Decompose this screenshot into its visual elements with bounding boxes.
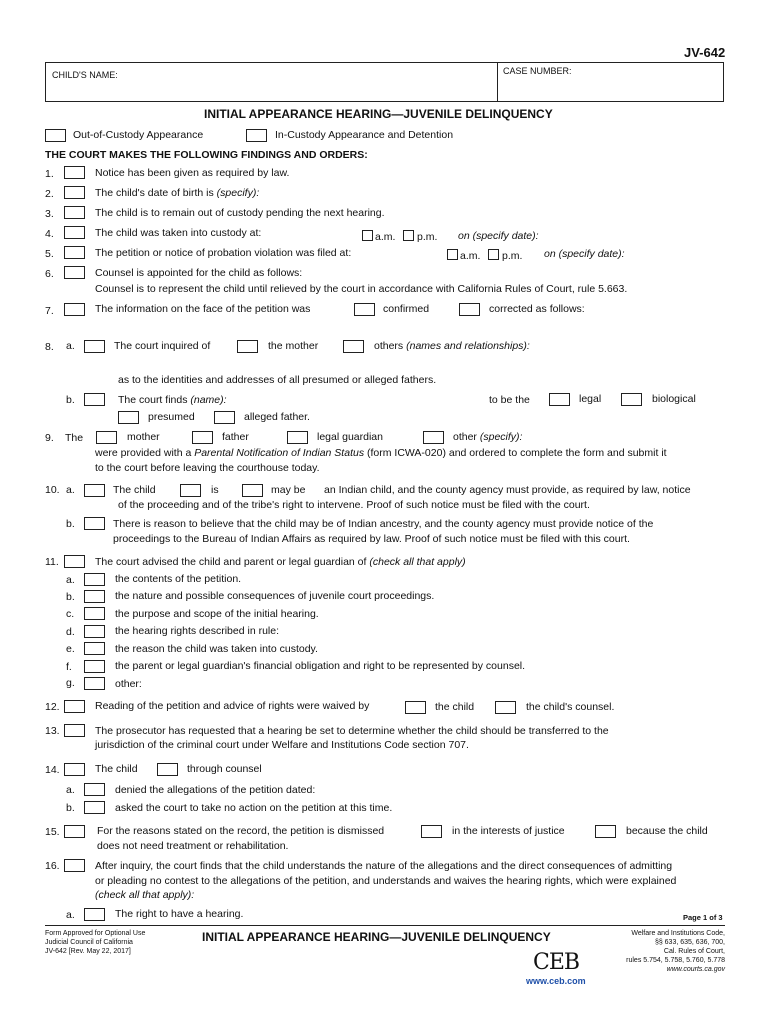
childs-counsel-label: the child's counsel.	[526, 701, 615, 713]
because-child-label: because the child	[626, 825, 708, 837]
waived-child-checkbox[interactable]	[405, 701, 426, 714]
item6-line2: Counsel is to represent the child until relieved by the court in accordance with California Rules of Court, rule 5.663.	[95, 283, 628, 295]
ceb-logo: CEB	[533, 950, 580, 975]
item8-identities: as to the identities and addresses of all presumed or alleged fathers.	[118, 374, 437, 386]
item16-line3: (check all that apply):	[95, 889, 195, 901]
item-number: 9.	[45, 432, 54, 444]
item9-father-checkbox[interactable]	[192, 431, 213, 444]
item10b-line1: There is reason to believe that the child may be of Indian ancestry, and the county agency must provide notice of the	[113, 518, 654, 530]
footer-left-line3: JV-642 [Rev. May 22, 2017]	[45, 948, 131, 955]
item-number: 3.	[45, 208, 54, 220]
footer-title: INITIAL APPEARANCE HEARING—JUVENILE DELINQUENCY	[202, 930, 551, 944]
footer-right-line4: rules 5.754, 5.758, 5.760, 5.778	[626, 957, 725, 964]
because-child-checkbox[interactable]	[595, 825, 616, 838]
presumed-label: presumed	[148, 411, 195, 423]
footer-left-line2: Judicial Council of California	[45, 939, 133, 946]
item10a-child: The child	[113, 484, 156, 496]
pm-label: p.m.	[502, 250, 523, 262]
item10a-rest: an Indian child, and the county agency must provide, as required by law, notice	[324, 484, 691, 496]
subitem-letter: b.	[66, 518, 75, 530]
out-of-custody-checkbox[interactable]	[45, 129, 66, 142]
item8a-checkbox[interactable]	[84, 340, 105, 353]
mother-inquiry-checkbox[interactable]	[237, 340, 258, 353]
biological-checkbox[interactable]	[621, 393, 642, 406]
item11e-checkbox[interactable]	[84, 642, 105, 655]
the-child-label: the child	[435, 701, 475, 713]
interests-justice-checkbox[interactable]	[421, 825, 442, 838]
footer-left-line1: Form Approved for Optional Use	[45, 930, 146, 937]
subitem-letter: a.	[66, 909, 75, 921]
item15-text: For the reasons stated on the record, the petition is dismissed	[97, 825, 385, 837]
item16a-checkbox[interactable]	[84, 908, 105, 921]
am-label: a.m.	[460, 250, 481, 262]
is-checkbox[interactable]	[180, 484, 201, 497]
item11f-checkbox[interactable]	[84, 660, 105, 673]
item11d-text: the hearing rights described in rule:	[115, 625, 280, 637]
item5-am-checkbox[interactable]	[447, 249, 458, 260]
header-divider	[497, 62, 498, 102]
form-title: INITIAL APPEARANCE HEARING—JUVENILE DELINQUENCY	[204, 107, 553, 121]
item12-checkbox[interactable]	[64, 700, 85, 713]
am-label: a.m.	[375, 231, 396, 243]
item-number: 4.	[45, 228, 54, 240]
to-be-the-label: to be the	[489, 394, 530, 406]
in-custody-checkbox[interactable]	[246, 129, 267, 142]
item9-the: The	[65, 432, 84, 444]
subitem-letter: f.	[66, 661, 72, 673]
item10b-checkbox[interactable]	[84, 517, 105, 530]
item-number: 6.	[45, 268, 54, 280]
item9-line2: were provided with a Parental Notification of Indian Status (form ICWA-020) and ordered to complete the form and submit it	[95, 447, 667, 459]
alleged-father-label: alleged father.	[244, 411, 310, 423]
item11g-checkbox[interactable]	[84, 677, 105, 690]
item-number: 8.	[45, 341, 54, 353]
item14b-checkbox[interactable]	[84, 801, 105, 814]
footer-rule	[45, 925, 725, 926]
confirmed-checkbox[interactable]	[354, 303, 375, 316]
item8b-checkbox[interactable]	[84, 393, 105, 406]
item9-mother-checkbox[interactable]	[96, 431, 117, 444]
subitem-letter: a.	[66, 784, 75, 796]
subitem-letter: e.	[66, 643, 75, 655]
item-number: 1.	[45, 168, 54, 180]
subitem-letter: c.	[66, 608, 75, 620]
item5-pm-checkbox[interactable]	[488, 249, 499, 260]
item1-checkbox[interactable]	[64, 166, 85, 179]
childs-name-label: CHILD'S NAME:	[52, 70, 118, 80]
through-counsel-checkbox[interactable]	[157, 763, 178, 776]
subitem-letter: d.	[66, 626, 75, 638]
item16-line2: or pleading no contest to the allegations of the petition, and understands and waives the hearing rights, which were explained	[95, 875, 677, 887]
item11d-checkbox[interactable]	[84, 625, 105, 638]
item2-text: The child's date of birth is (specify):	[95, 187, 260, 199]
interests-justice-label: in the interests of justice	[452, 825, 565, 837]
item15-checkbox[interactable]	[64, 825, 85, 838]
item16a-text: The right to have a hearing.	[115, 908, 244, 920]
item11a-text: the contents of the petition.	[115, 573, 242, 585]
item11b-text: the nature and possible consequences of juvenile court proceedings.	[115, 590, 435, 602]
biological-label: biological	[652, 393, 696, 405]
item12-text: Reading of the petition and advice of rights were waived by	[95, 700, 370, 712]
childs-name-field[interactable]	[48, 80, 493, 99]
other-label: other (specify):	[453, 431, 523, 443]
subitem-letter: b.	[66, 802, 75, 814]
subitem-letter: a.	[66, 484, 75, 496]
item1-text: Notice has been given as required by law.	[95, 167, 290, 179]
footer-right-line5: www.courts.ca.gov	[666, 966, 725, 973]
subitem-letter: b.	[66, 591, 75, 603]
specify-label: (specify):	[216, 187, 260, 199]
corrected-label: corrected as follows:	[489, 303, 585, 315]
ceb-url-link[interactable]: www.ceb.com	[526, 976, 586, 986]
pm-label: p.m.	[417, 231, 438, 243]
father-label: father	[222, 431, 249, 443]
form-id: JV-642	[684, 45, 726, 60]
item10b-line2: proceedings to the Bureau of Indian Affairs as required by law. Proof of such notice must be filed with this court.	[113, 533, 630, 545]
the-mother-label: the mother	[268, 340, 319, 352]
findings-heading: THE COURT MAKES THE FOLLOWING FINDINGS AND ORDERS:	[45, 149, 368, 161]
may-be-checkbox[interactable]	[242, 484, 263, 497]
item11b-checkbox[interactable]	[84, 590, 105, 603]
item-number: 2.	[45, 188, 54, 200]
item6-checkbox[interactable]	[64, 266, 85, 279]
item7-checkbox[interactable]	[64, 303, 85, 316]
item4-checkbox[interactable]	[64, 226, 85, 239]
item14a-checkbox[interactable]	[84, 783, 105, 796]
item13-checkbox[interactable]	[64, 724, 85, 737]
item4-am-checkbox[interactable]	[362, 230, 373, 241]
item-number: 12.	[45, 701, 60, 713]
item8a-text: The court inquired of	[114, 340, 211, 352]
subitem-letter: a.	[66, 340, 75, 352]
confirmed-label: confirmed	[383, 303, 430, 315]
page-number: Page 1 of 3	[683, 913, 723, 922]
case-number-field[interactable]	[500, 78, 721, 99]
item9-legal-guardian-checkbox[interactable]	[287, 431, 308, 444]
legal-checkbox[interactable]	[549, 393, 570, 406]
item14b-text: asked the court to take no action on the petition at this time.	[115, 802, 393, 814]
footer-right-line1: Welfare and Institutions Code,	[631, 930, 725, 937]
item16-checkbox[interactable]	[64, 859, 85, 872]
out-of-custody-label: Out-of-Custody Appearance	[73, 129, 204, 141]
on-specify-date-label: on (specify date):	[458, 230, 539, 242]
item14-child: The child	[95, 763, 138, 775]
item5-checkbox[interactable]	[64, 246, 85, 259]
item11c-text: the purpose and scope of the initial hearing.	[115, 608, 319, 620]
item6-line1: Counsel is appointed for the child as follows:	[95, 267, 303, 279]
item14-checkbox[interactable]	[64, 763, 85, 776]
may-be-label: may be	[271, 484, 306, 496]
item-number: 10.	[45, 484, 60, 496]
item5-text: The petition or notice of probation violation was filed at:	[95, 247, 352, 259]
item11f-text: the parent or legal guardian's financial obligation and right to be represented by counsel.	[115, 660, 526, 672]
mother-label: mother	[127, 431, 160, 443]
on-specify-date-label: on (specify date):	[544, 248, 625, 260]
item11c-checkbox[interactable]	[84, 607, 105, 620]
footer-right-line3: Cal. Rules of Court,	[663, 948, 725, 955]
presumed-checkbox[interactable]	[118, 411, 139, 424]
item8b-text: The court finds (name):	[118, 394, 227, 406]
legal-guardian-label: legal guardian	[317, 431, 383, 443]
item4-pm-checkbox[interactable]	[403, 230, 414, 241]
footer-right-line2: §§ 633, 635, 636, 700,	[654, 939, 725, 946]
item9-other-checkbox[interactable]	[423, 431, 444, 444]
case-number-label: CASE NUMBER:	[503, 66, 572, 76]
item4-text: The child was taken into custody at:	[95, 227, 262, 239]
item9-line3: to the court before leaving the courthouse today.	[95, 462, 320, 474]
item11-text: The court advised the child and parent or legal guardian of (check all that apply)	[95, 556, 466, 568]
item16-line1: After inquiry, the court finds that the child understands the nature of the allegations and the direct consequences of admitting	[95, 860, 673, 872]
others-label: others (names and relationships):	[374, 340, 530, 352]
item14a-text: denied the allegations of the petition dated:	[115, 784, 316, 796]
item2-checkbox[interactable]	[64, 186, 85, 199]
item-number: 15.	[45, 826, 60, 838]
subitem-letter: b.	[66, 394, 75, 406]
item11g-text: other:	[115, 678, 142, 690]
item10a-checkbox[interactable]	[84, 484, 105, 497]
item-number: 16.	[45, 860, 60, 872]
others-checkbox[interactable]	[343, 340, 364, 353]
alleged-father-checkbox[interactable]	[214, 411, 235, 424]
through-counsel-label: through counsel	[187, 763, 262, 775]
item-number: 13.	[45, 725, 60, 737]
is-label: is	[211, 484, 219, 496]
item11a-checkbox[interactable]	[84, 573, 105, 586]
item11-checkbox[interactable]	[64, 555, 85, 568]
item13-line1: The prosecutor has requested that a hearing be set to determine whether the child should be transferred to the	[95, 725, 609, 737]
legal-label: legal	[579, 393, 602, 405]
in-custody-label: In-Custody Appearance and Detention	[275, 129, 454, 141]
item-number: 11.	[45, 556, 59, 568]
item11e-text: the reason the child was taken into custody.	[115, 643, 318, 655]
item3-checkbox[interactable]	[64, 206, 85, 219]
item13-line2: jurisdiction of the criminal court under Welfare and Institutions Code section 707.	[95, 739, 469, 751]
item15-line2: does not need treatment or rehabilitation.	[97, 840, 289, 852]
item7-text: The information on the face of the petition was	[95, 303, 311, 315]
item3-text: The child is to remain out of custody pending the next hearing.	[95, 207, 385, 219]
item10a-line2: of the proceeding and of the tribe's right to intervene. Proof of such notice must be filed with the court.	[118, 499, 590, 511]
item-number: 14.	[45, 764, 60, 776]
waived-counsel-checkbox[interactable]	[495, 701, 516, 714]
subitem-letter: a.	[66, 574, 75, 586]
item-number: 7.	[45, 305, 54, 317]
item-number: 5.	[45, 248, 54, 260]
corrected-checkbox[interactable]	[459, 303, 480, 316]
subitem-letter: g.	[66, 677, 75, 689]
